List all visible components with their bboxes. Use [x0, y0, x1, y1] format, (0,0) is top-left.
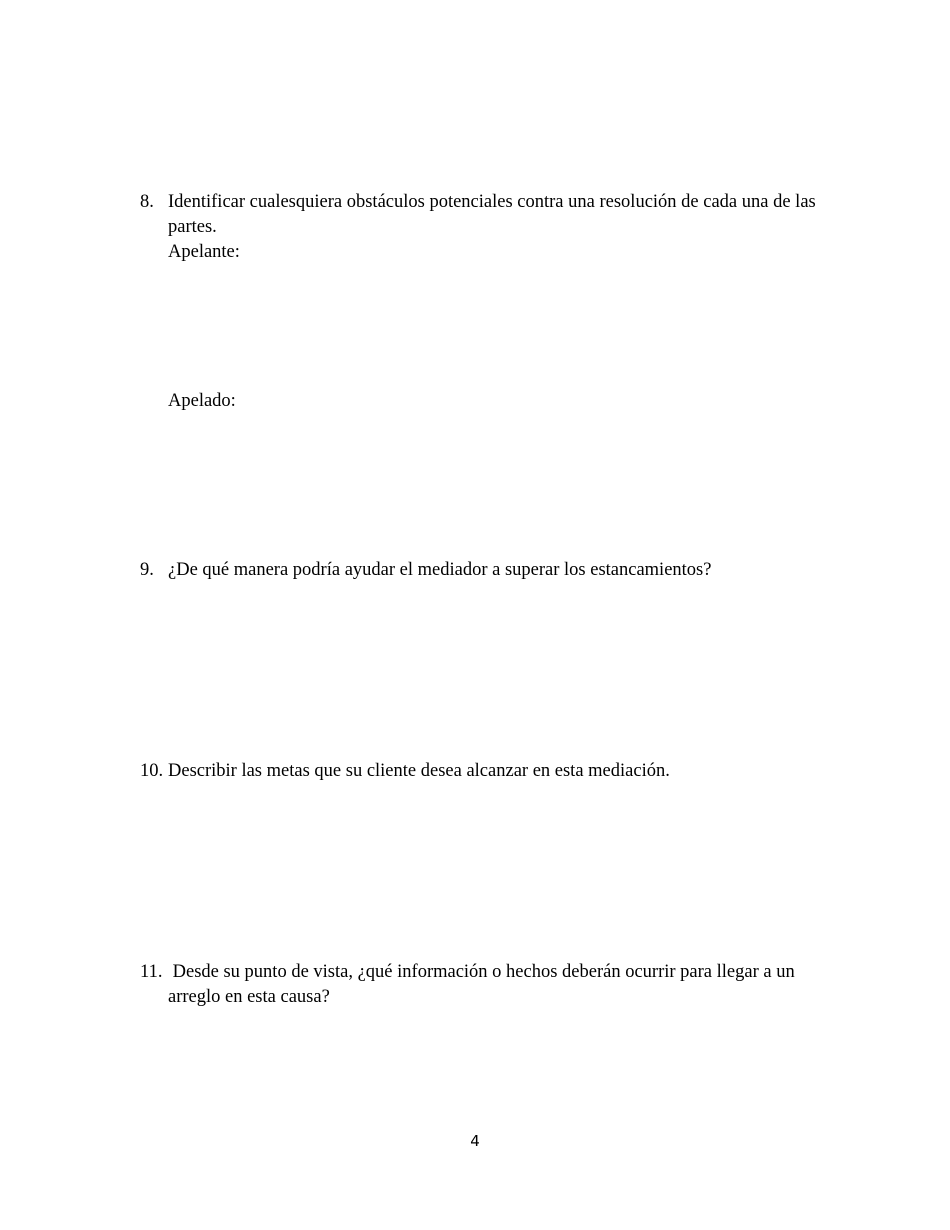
question-text: Desde su punto de vista, ¿qué información o hechos deberán ocurrir para llegar a un arreglo en esta causa?: [168, 962, 800, 1007]
question-text: ¿De qué manera podría ayudar el mediador a superar los estancamientos?: [168, 560, 712, 580]
question-8: [140, 190, 840, 240]
question-number: 10.: [140, 761, 164, 781]
question-10: [140, 759, 840, 784]
appellant-label: Apelante:: [168, 242, 240, 262]
question-number: 11.: [140, 962, 163, 982]
question-text: Describir las metas que su cliente desea alcanzar en esta mediación.: [168, 761, 670, 781]
page-number: 4: [470, 1132, 480, 1150]
appellee-label: Apelado:: [168, 391, 236, 411]
question-number: 8.: [140, 192, 154, 212]
question-number: 9.: [140, 560, 154, 580]
question-text: Identificar cualesquiera obstáculos potenciales contra una resolución de cada una de las partes.: [168, 192, 816, 237]
question-9: [140, 558, 840, 583]
question-11: [140, 960, 840, 1010]
